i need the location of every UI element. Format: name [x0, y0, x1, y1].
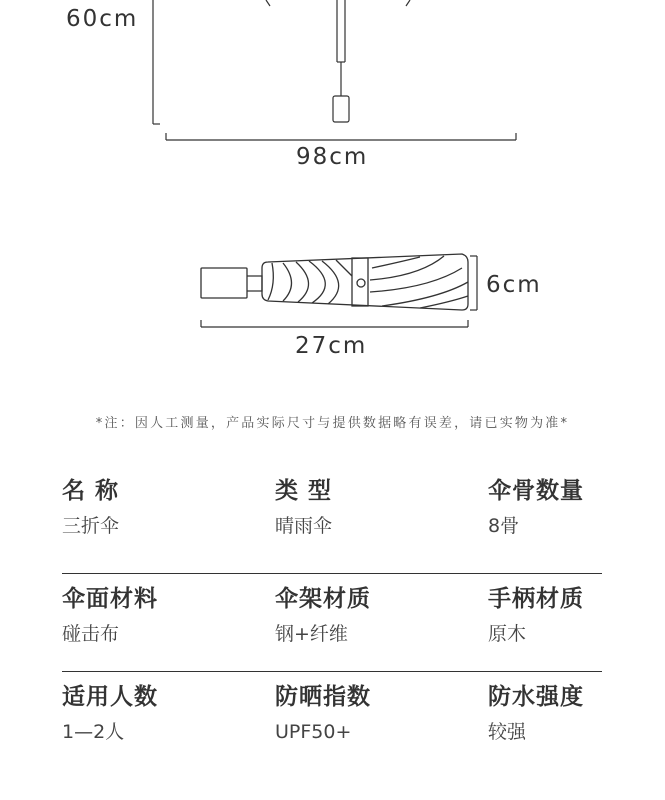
spec-cell	[488, 682, 602, 770]
folded-length-label: 27cm	[295, 333, 368, 359]
spec-row	[62, 476, 602, 574]
spec-label: 伞面材料	[62, 586, 158, 612]
spec-value: 碰击布	[62, 623, 120, 645]
spec-value: 8骨	[488, 515, 520, 537]
width-dimension-line	[166, 133, 516, 140]
spec-value: 较强	[488, 721, 527, 743]
spec-cell	[275, 682, 488, 770]
spec-label: 伞骨数量	[488, 478, 584, 504]
spec-cell	[488, 476, 602, 573]
open-width-label: 98cm	[296, 144, 369, 170]
height-dimension-line	[153, 0, 160, 124]
spec-value: 晴雨伞	[275, 515, 333, 537]
spec-value: UPF50+	[275, 721, 352, 743]
spec-label: 防晒指数	[275, 684, 371, 710]
spec-row	[62, 672, 602, 770]
spec-label: 手柄材质	[488, 586, 584, 612]
spec-cell	[488, 584, 602, 671]
spec-value: 三折伞	[62, 515, 120, 537]
folded-umbrella-drawing	[201, 254, 468, 310]
spec-cell	[62, 584, 275, 671]
spec-row	[62, 574, 602, 672]
folded-length-bracket	[201, 320, 468, 327]
spec-label: 名 称	[62, 478, 120, 504]
measurement-note: *注：因人工测量，产品实际尺寸与提供数据略有误差，请已实物为准*	[95, 416, 570, 431]
open-umbrella-drawing	[266, 0, 410, 122]
spec-value: 钢+纤维	[275, 623, 348, 645]
spec-cell	[275, 584, 488, 671]
spec-table	[62, 476, 602, 770]
spec-value: 原木	[488, 623, 527, 645]
spec-cell	[62, 476, 275, 573]
spec-cell	[275, 476, 488, 573]
spec-label: 伞架材质	[275, 586, 371, 612]
folded-diameter-bracket	[470, 256, 477, 310]
spec-label: 防水强度	[488, 684, 584, 710]
open-height-label: 60cm	[66, 6, 139, 32]
spec-label: 类 型	[275, 478, 333, 504]
spec-label: 适用人数	[62, 684, 158, 710]
spec-cell	[62, 682, 275, 770]
spec-value: 1—2人	[62, 721, 125, 743]
folded-diameter-label: 6cm	[486, 272, 542, 298]
